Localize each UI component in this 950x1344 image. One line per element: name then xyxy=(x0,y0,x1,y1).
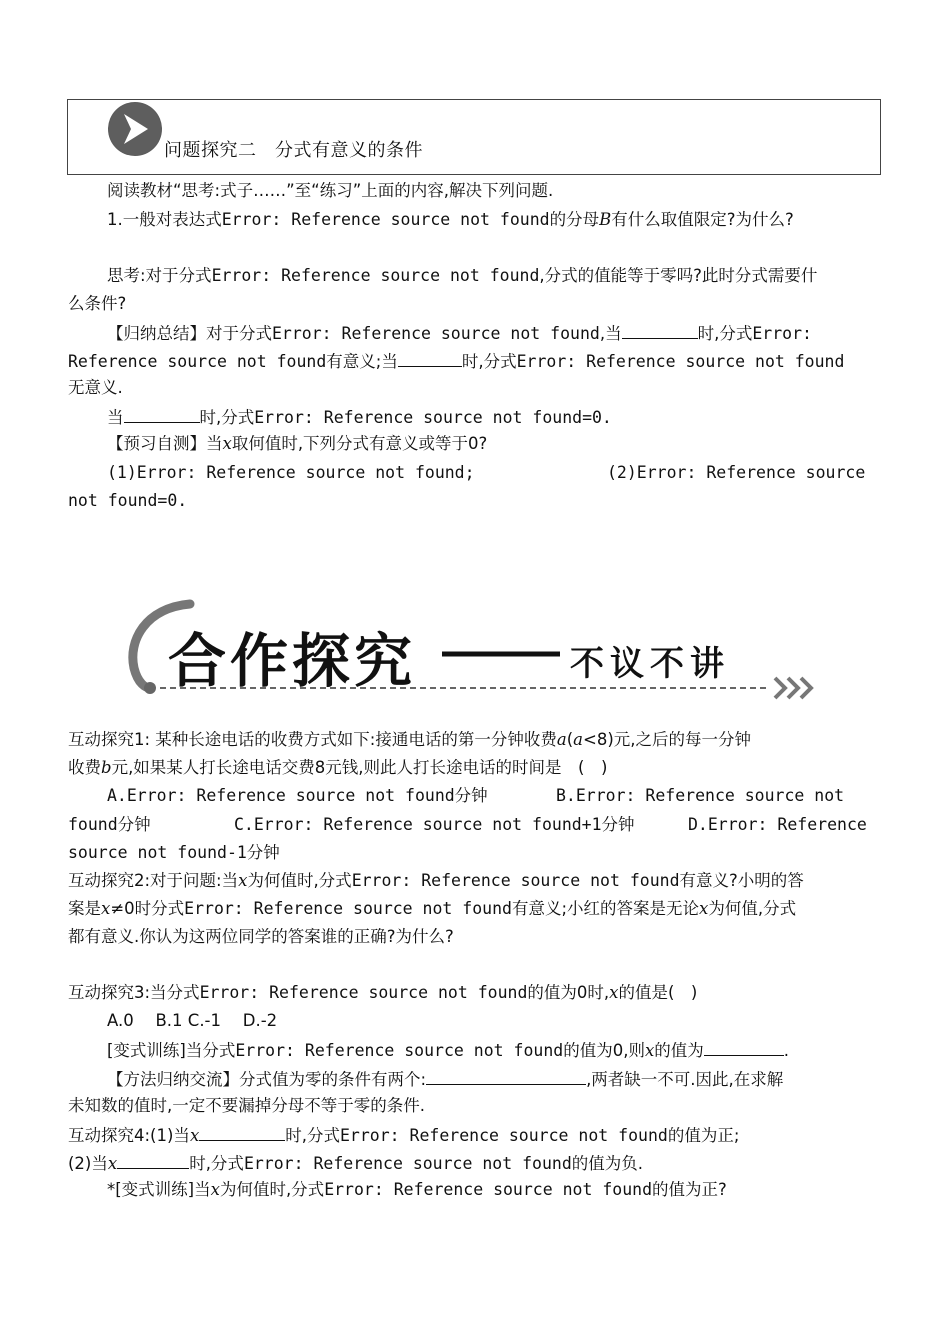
method-summary: 【方法归纳交流】分式值为零的条件有两个: ,两者缺一不可.因此,在求解 xyxy=(107,1070,784,1089)
explore-3: 互动探究3:当分式Error: Reference source not found的值为0时,x的值是( ) xyxy=(68,983,698,1002)
reading-instruction: 阅读教材“思考:式子……”至“练习”上面的内容,解决下列问题. xyxy=(107,181,554,200)
answer-blank[interactable] xyxy=(704,1039,784,1056)
preview-test: 【预习自测】当x取何值时,下列分式有意义或等于0? xyxy=(107,434,488,453)
summary-line-2: Reference source not found有意义;当 时,分式Error: Reference source not found xyxy=(68,352,845,371)
option-d: D.Error: Reference xyxy=(688,815,867,834)
summary-line-3: 无意义. xyxy=(68,378,123,397)
banner-subtitle: 不议不讲 xyxy=(570,644,730,684)
section-title: 问题探究二 分式有意义的条件 xyxy=(164,140,423,161)
answer-blank[interactable] xyxy=(622,322,698,339)
option-a: A.Error: Reference source not found分钟 xyxy=(107,786,488,805)
cooperative-banner xyxy=(120,596,840,706)
answer-blank[interactable] xyxy=(124,406,200,423)
explore-2: 互动探究2:对于问题:当x为何值时,分式Error: Reference source not found有意义?小明的答 xyxy=(68,871,804,890)
arrow-circle-icon xyxy=(108,102,162,156)
question-1: 1.一般对表达式Error: Reference source not found的分母B有什么取值限定?为什么? xyxy=(107,210,794,229)
answer-blank[interactable] xyxy=(426,1068,586,1085)
banner-title: 合作探究 xyxy=(168,627,417,695)
method-summary-cont: 未知数的值时,一定不要漏掉分母不等于零的条件. xyxy=(68,1096,425,1115)
explore-2-cont2: 都有意义.你认为这两位同学的答案谁的正确?为什么? xyxy=(68,927,454,946)
preview-item-2-cont: not found=0. xyxy=(68,491,188,510)
explore-1-cont: 收费b元,如果某人打长途电话交费8元钱,则此人打长途电话的时间是 ( ) xyxy=(68,758,608,777)
answer-blank[interactable] xyxy=(398,350,462,367)
think-question-cont: 么条件? xyxy=(68,294,127,313)
option-d-cont: source not found-1分钟 xyxy=(68,843,280,862)
explore-4: 互动探究4:(1)当x 时,分式Error: Reference source not found的值为正; xyxy=(68,1126,740,1145)
preview-item-2: (2)Error: Reference source xyxy=(607,463,866,482)
section-header xyxy=(67,99,881,175)
explore-1: 互动探究1: 某种长途电话的收费方式如下:接通电话的第一分钟收费a(a<8)元,之后的每一分钟 xyxy=(68,730,752,749)
explore-3-options: A.0 B.1 C.-1 D.-2 xyxy=(107,1011,278,1030)
explore-4-part2: (2)当x 时,分式Error: Reference source not found的值为负. xyxy=(68,1154,644,1173)
summary-line-4: 当 时,分式Error: Reference source not found=0. xyxy=(107,408,612,427)
option-c: C.Error: Reference source not found+1分钟 xyxy=(234,815,635,834)
summary-line-1: 【归纳总结】对于分式Error: Reference source not found,当 时,分式Error: xyxy=(107,324,812,343)
variant-training-1: [变式训练]当分式Error: Reference source not found的值为0,则x的值为 . xyxy=(107,1041,790,1060)
answer-blank[interactable] xyxy=(199,1124,285,1141)
option-b: B.Error: Reference source not xyxy=(556,786,845,805)
explore-2-cont: 案是x≠0时分式Error: Reference source not found有意义;小红的答案是无论x为何值,分式 xyxy=(68,899,797,918)
answer-blank[interactable] xyxy=(117,1152,189,1169)
variant-training-2: *[变式训练]当x为何值时,分式Error: Reference source not found的值为正? xyxy=(107,1180,727,1199)
option-b-cont: found分钟 xyxy=(68,815,151,834)
preview-item-1: (1)Error: Reference source not found; xyxy=(107,463,475,482)
think-question: 思考:对于分式Error: Reference source not found,分式的值能等于零吗?此时分式需要什 xyxy=(107,266,818,285)
